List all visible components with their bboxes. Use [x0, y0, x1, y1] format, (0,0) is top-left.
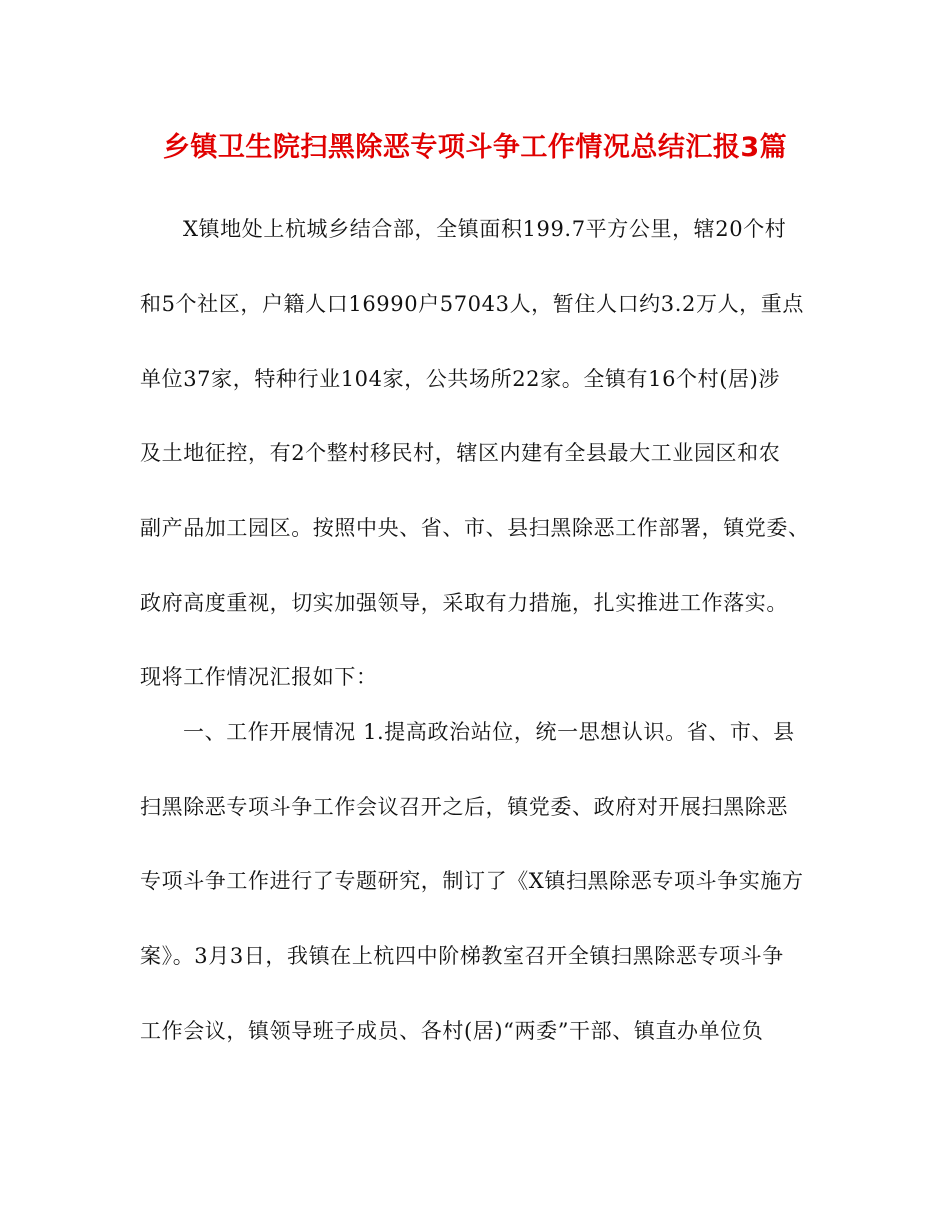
paragraph-line: 案》。3月3日，我镇在上杭四中阶梯教室召开全镇扫黑除恶专项斗争 — [140, 944, 784, 968]
paragraph-line: 工作会议，镇领导班子成员、各村(居)“两委”干部、镇直办单位负 — [140, 1019, 764, 1043]
document-title: 乡镇卫生院扫黑除恶专项斗争工作情况总结汇报3篇 — [162, 132, 788, 163]
paragraph-line: 副产品加工园区。按照中央、省、市、县扫黑除恶工作部署，镇党委、 — [140, 516, 810, 540]
paragraph-line: 单位37家，特种行业104家，公共场所22家。全镇有16个村(居)涉 — [140, 367, 781, 391]
paragraph-line: X镇地处上杭城乡结合部，全镇面积199.7平方公里，辖20个村 — [183, 217, 787, 241]
paragraph-line: 政府高度重视，切实加强领导，采取有力措施，扎实推进工作落实。 — [140, 591, 788, 615]
paragraph-line: 一、工作开展情况 1.提高政治站位，统一思想认识。省、市、县 — [183, 720, 795, 744]
paragraph-line: 及土地征控，有2个整村移民村，辖区内建有全县最大工业园区和农 — [140, 441, 781, 465]
paragraph-line: 现将工作情况汇报如下： — [140, 665, 378, 689]
paragraph-line: 专项斗争工作进行了专题研究，制订了《X镇扫黑除恶专项斗争实施方 — [140, 869, 804, 893]
paragraph-line: 和5个社区，户籍人口16990户57043人，暂住人口约3.2万人，重点 — [140, 292, 804, 316]
paragraph-line: 扫黑除恶专项斗争工作会议召开之后，镇党委、政府对开展扫黑除恶 — [140, 795, 788, 819]
